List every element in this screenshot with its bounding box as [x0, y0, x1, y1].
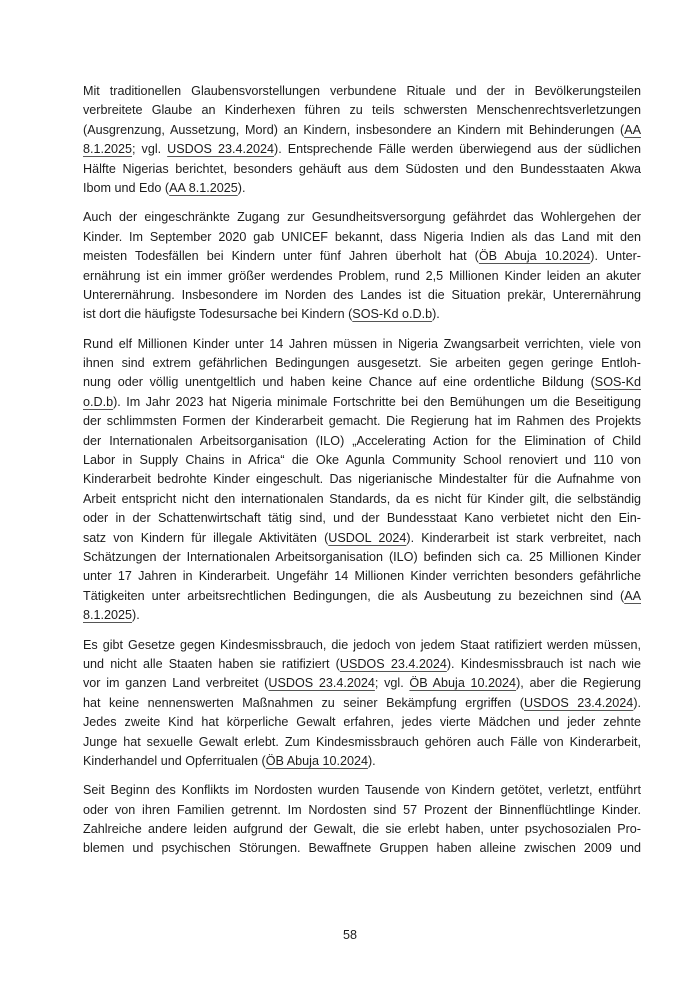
source-reference-link[interactable]: AA: [624, 588, 641, 603]
text-run: Tätigkeiten unter arbeitsrechtlichen Bedingungen, die als Ausbeutung zu bezeichnen sind (: [83, 588, 625, 603]
text-run: ihnen sind extrem gefährlichen Bedingungen ausgesetzt. Sie arbeiten gegen geringe Entloh-: [83, 356, 641, 371]
text-line: [83, 606, 641, 625]
text-line: [83, 393, 641, 412]
text-run: ; vgl.: [374, 676, 410, 691]
source-reference-link[interactable]: 8.1.2025: [83, 142, 133, 157]
text-line: [83, 839, 641, 858]
text-line: [83, 587, 641, 606]
paragraph: [83, 781, 641, 859]
text-line: [83, 305, 641, 324]
text-line: [83, 228, 641, 247]
text-run: Unterernährung. Insbesondere im Norden des Landes ist die Situation prekär, Unterernährung: [83, 287, 641, 302]
text-run: Labor in Supply Chains in Africa“ die Oke Agunla Community School renoviert und 110 von: [83, 453, 641, 468]
source-reference-link[interactable]: o.D.b: [83, 394, 114, 409]
text-run: ernährung ist ein immer größer werdendes Problem, rund 2,5 Millionen Kinder leiden an akuter: [83, 268, 641, 283]
text-run: nung oder völlig unentgeltlich und haben keine Chance auf eine ordentliche Bildung (: [83, 375, 595, 390]
text-line: [83, 208, 641, 227]
text-run: Seit Beginn des Konflikts im Nordosten wurden Tausende von Kindern getötet, verletzt, entführt: [83, 783, 641, 798]
text-line: [83, 247, 641, 266]
text-run: ). Kindesmissbrauch ist nach wie: [446, 656, 641, 671]
text-run: Kinderarbeit bedrohte Kinder eingeschult. Das nigerianische Mindestalter für die Aufnahme von: [83, 472, 641, 487]
text-run: ). Im Jahr 2023 hat Nigeria minimale Fortschritte bei den Bemühungen um die Beseitigung: [113, 394, 641, 409]
text-line: [83, 529, 641, 548]
text-run: ). Kinderarbeit ist stark verbreitet, nach: [406, 530, 642, 545]
source-reference-link[interactable]: AA 8.1.2025: [169, 180, 238, 195]
text-line: [83, 636, 641, 655]
source-reference-link[interactable]: AA: [624, 122, 641, 137]
text-line: [83, 140, 641, 159]
source-reference-link[interactable]: USDOS 23.4.2024: [268, 676, 375, 691]
source-reference-link[interactable]: SOS-Kd o.D.b: [352, 307, 433, 322]
text-run: vor im ganzen Land verbreitet (: [83, 676, 269, 691]
text-run: Kinderhandel und Opferritualen (: [83, 753, 266, 768]
text-line: [83, 674, 641, 693]
text-run: ). Unter-: [590, 249, 642, 264]
text-line: [83, 713, 641, 732]
text-run: hat keine nennenswerten Maßnahmen zu seiner Bekämpfung ergriffen (: [83, 695, 524, 710]
text-run: (Ausgrenzung, Aussetzung, Mord) an Kindern, insbesondere an Kindern mit Behinderungen (: [83, 122, 625, 137]
text-run: Es gibt Gesetze gegen Kindesmissbrauch, die jedoch von jedem Staat ratifiziert werden müssen,: [83, 637, 641, 652]
source-reference-link[interactable]: USDOS 23.4.2024: [523, 695, 634, 710]
text-run: Mit traditionellen Glaubensvorstellungen verbundene Rituale und der in Bevölkerungsteilen: [83, 84, 641, 98]
text-run: meisten Todesfällen bei Kindern unter fünf Jahren überholt hat (: [83, 249, 479, 264]
text-line: [83, 412, 641, 431]
text-line: [83, 655, 641, 674]
text-line: [83, 567, 641, 586]
text-run: verbreitete Glaube an Kinderhexen führen zu teils schwersten Menschenrechtsverletzungen: [83, 103, 641, 118]
text-line: [83, 801, 641, 820]
text-run: ; vgl.: [132, 142, 168, 157]
text-run: ).: [132, 608, 140, 623]
text-line: [83, 470, 641, 489]
text-line: [83, 160, 641, 179]
text-line: [83, 548, 641, 567]
text-line: [83, 286, 641, 305]
source-reference-link[interactable]: USDOS 23.4.2024: [167, 142, 275, 157]
text-run: ).: [432, 307, 440, 322]
text-run: Kinder. Im September 2020 gab UNICEF bekannt, dass Nigeria Indien als das Land mit den: [83, 229, 641, 244]
text-line: [83, 267, 641, 286]
text-run: satz von Kindern für illegale Aktivitäten (: [83, 530, 329, 545]
text-line: [83, 509, 641, 528]
text-line: [83, 101, 641, 120]
text-line: [83, 335, 641, 354]
text-run: und nicht alle Staaten haben sie ratifiziert (: [83, 656, 340, 671]
paragraph: [83, 335, 641, 626]
text-run: der schlimmsten Formen der Kinderarbeit gemacht. Die Regierung hat im Rahmen des Projekts: [83, 414, 641, 429]
text-run: Zahlreiche andere leiden aufgrund der Gewalt, die sie erlebt haben, unter psychosozialen Pro-: [83, 822, 641, 837]
text-line: [83, 820, 641, 839]
text-run: ).: [633, 695, 642, 710]
text-line: [83, 733, 641, 752]
text-line: [83, 82, 641, 101]
text-run: oder in der Schattenwirtschaft tätig sind, und der Bundesstaat Kano verbietet nicht den Ein-: [83, 511, 641, 526]
text-line: [83, 490, 641, 509]
text-line: [83, 451, 641, 470]
source-reference-link[interactable]: USDOS 23.4.2024: [339, 656, 447, 671]
source-reference-link[interactable]: ÖB Abuja 10.2024: [409, 676, 517, 691]
text-run: ).: [367, 753, 376, 768]
source-reference-link[interactable]: USDOL 2024: [328, 530, 407, 545]
text-run: ).: [237, 180, 246, 195]
text-run: blemen und psychischen Störungen. Bewaffnete Gruppen haben alleine zwischen 2009 und: [83, 841, 641, 856]
text-run: Arbeit entspricht nicht den internationalen Standards, da es nicht für Kinder gilt, die selbständig: [83, 491, 641, 506]
paragraph: [83, 82, 641, 198]
source-reference-link[interactable]: SOS-Kd: [594, 375, 641, 390]
text-line: [83, 121, 641, 140]
text-run: ), aber die Regierung: [516, 676, 642, 691]
text-line: [83, 179, 641, 198]
text-run: ). Entsprechende Fälle werden überwiegend aus der südlichen: [274, 142, 641, 157]
text-run: Rund elf Millionen Kinder unter 14 Jahren müssen in Nigeria Zwangsarbeit verrichten, viele von: [83, 336, 641, 351]
text-run: Auch der eingeschränkte Zugang zur Gesundheitsversorgung gefährdet das Wohlergehen der: [83, 210, 641, 225]
source-reference-link[interactable]: ÖB Abuja 10.2024: [478, 249, 591, 264]
text-run: oder von ihren Familien getrennt. Im Nordosten sind 57 Prozent der Binnenflüchtlinge Kinder.: [83, 802, 641, 817]
text-run: Schätzungen der Internationalen Arbeitsorganisation (ILO) befinden sich ca. 25 Millionen Kinder: [83, 549, 641, 564]
text-line: [83, 373, 641, 392]
text-line: [83, 752, 641, 771]
text-line: [83, 694, 641, 713]
text-run: Hälfte Nigerias berichtet, besonders gehäuft aus dem Südosten und den Bundesstaaten Akwa: [83, 161, 641, 176]
document-body: [83, 82, 641, 869]
text-run: ist dort die häufigste Todesursache bei Kindern (: [83, 307, 353, 322]
paragraph: [83, 208, 641, 324]
text-line: [83, 354, 641, 373]
text-run: Junge hat sexuelle Gewalt erlebt. Zum Kindesmissbrauch gehören auch Fälle von Kinderarbeit,: [83, 734, 641, 749]
text-line: [83, 781, 641, 800]
text-line: [83, 432, 641, 451]
paragraph: [83, 636, 641, 772]
text-run: Jedes zweite Kind hat körperliche Gewalt erfahren, jedes vierte Mädchen und jeder zehnte: [83, 715, 641, 730]
text-run: unter 17 Jahren in Kinderarbeit. Ungefähr 14 Millionen Kinder verrichten besonders gefährliche: [83, 569, 641, 584]
source-reference-link[interactable]: 8.1.2025: [83, 608, 133, 623]
text-run: der Internationalen Arbeitsorganisation (ILO) „Accelerating Action for the Elimination of Child: [83, 433, 641, 448]
source-reference-link[interactable]: ÖB Abuja 10.2024: [265, 753, 368, 768]
page-number: 58: [342, 928, 357, 942]
text-run: Ibom und Edo (: [83, 180, 170, 195]
